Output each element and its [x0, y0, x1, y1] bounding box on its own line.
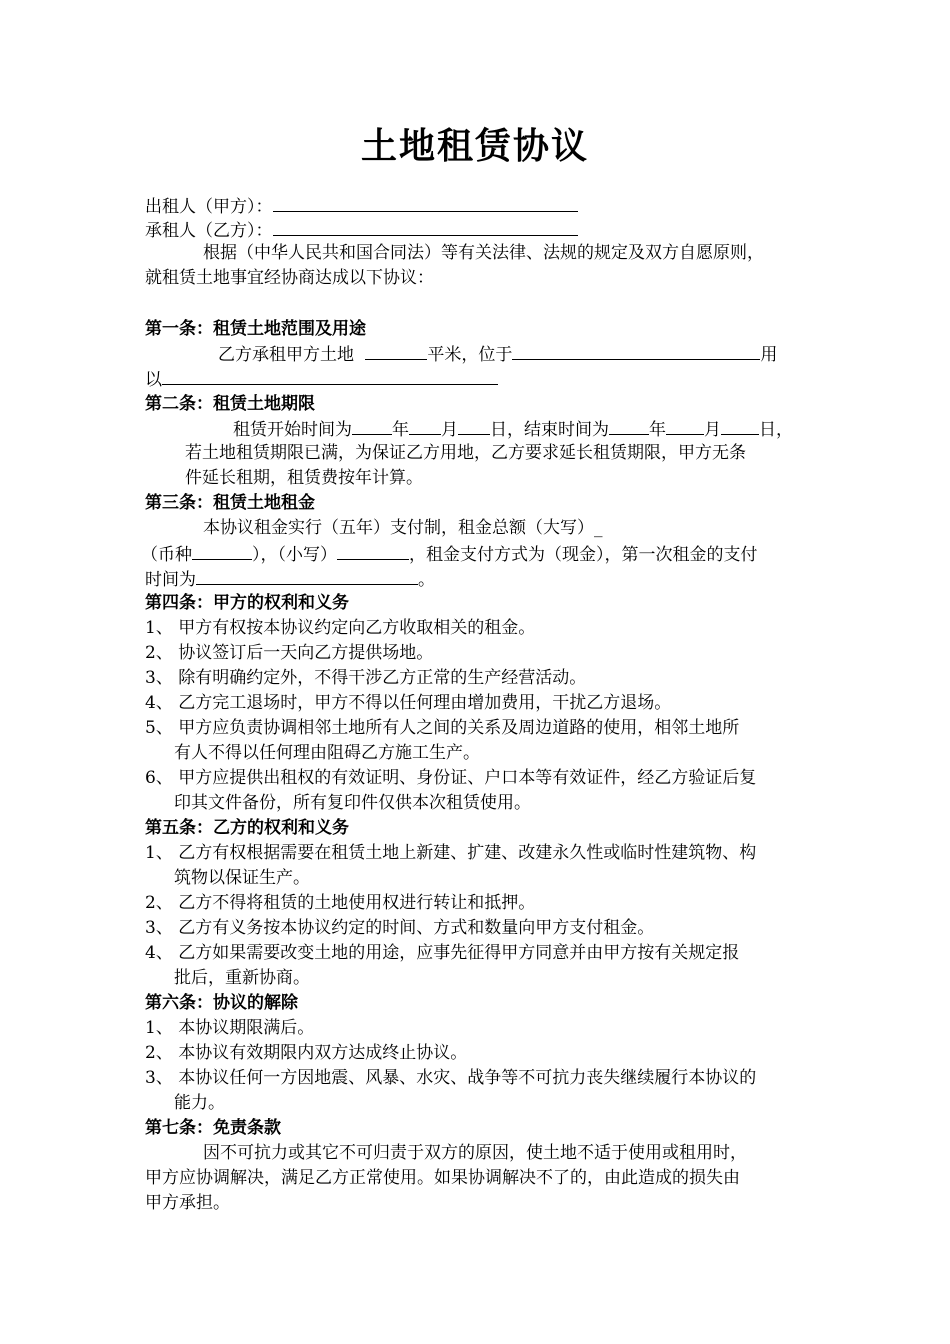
preamble-line-1: 根据（中华人民共和国合同法）等有关法律、法规的规定及双方自愿原则， [203, 243, 764, 263]
list-item: 1、 乙方有权根据需要在租赁土地上新建、扩建、改建永久性或临时性建筑物、构 [145, 843, 757, 863]
article-3-line-1: 本协议租金实行（五年）支付制，租金总额（大写）_ [203, 518, 603, 538]
article-1-text-d: 以 [145, 370, 162, 390]
start-year-blank[interactable] [352, 416, 392, 435]
day-label: 日， [759, 420, 793, 440]
lessee-blank[interactable] [273, 217, 578, 236]
article-7-line-1: 因不可抗力或其它不可归责于双方的原因，使土地不适于使用或租用时， [203, 1143, 747, 1163]
small-amount-label: ），（小写） [252, 545, 337, 565]
month-label: 月 [704, 420, 721, 440]
list-item-continued: 有人不得以任何理由阻碍乙方施工生产。 [174, 743, 480, 763]
article-7-heading: 第七条：免责条款 [145, 1118, 281, 1138]
end-month-blank[interactable] [666, 416, 704, 435]
list-item: 2、 协议签订后一天向乙方提供场地。 [145, 643, 434, 663]
list-item: 6、 甲方应提供出租权的有效证明、身份证、户口本等有效证件，经乙方验证后复 [145, 768, 757, 788]
year-label: 年 [392, 420, 409, 440]
list-item: 3、 本协议任何一方因地震、风暴、水灾、战争等不可抗力丧失继续履行本协议的 [145, 1068, 757, 1088]
list-item-continued: 批后，重新协商。 [174, 968, 310, 988]
list-item-continued: 筑物以保证生产。 [174, 868, 310, 888]
article-3-line-3 [145, 566, 435, 592]
start-day-blank[interactable] [458, 416, 490, 435]
period: 。 [418, 570, 435, 590]
list-item-continued: 能力。 [174, 1093, 225, 1113]
document-title: 土地租赁协议 [360, 126, 589, 167]
article-6-heading: 第六条：协议的解除 [145, 993, 298, 1013]
list-item: 3、 乙方有义务按本协议约定的时间、方式和数量向甲方支付租金。 [145, 918, 655, 938]
article-4-heading: 第四条：甲方的权利和义务 [145, 593, 349, 613]
list-item: 1、 甲方有权按本协议约定向乙方收取相关的租金。 [145, 618, 536, 638]
list-item: 2、 乙方不得将租赁的土地使用权进行转让和抵押。 [145, 893, 536, 913]
lessee-label: 承租人（乙方）： [145, 221, 273, 241]
lessor-blank[interactable] [273, 193, 578, 212]
article-1-line-1 [218, 341, 777, 367]
start-time-label: 租赁开始时间为 [233, 420, 352, 440]
article-2-heading: 第二条：租赁土地期限 [145, 394, 315, 414]
payment-time-blank[interactable] [196, 566, 418, 585]
location-blank[interactable] [512, 341, 760, 360]
article-1-heading: 第一条：租赁土地范围及用途 [145, 319, 366, 339]
list-item: 4、 乙方完工退场时，甲方不得以任何理由增加费用，干扰乙方退场。 [145, 693, 672, 713]
article-3-heading: 第三条：租赁土地租金 [145, 493, 315, 513]
list-item: 3、 除有明确约定外，不得干涉乙方正常的生产经营活动。 [145, 668, 587, 688]
list-item: 2、 本协议有效期限内双方达成终止协议。 [145, 1043, 468, 1063]
area-blank[interactable] [365, 341, 427, 360]
currency-blank[interactable] [192, 541, 252, 560]
list-item: 1、 本协议期限满后。 [145, 1018, 315, 1038]
article-1-text-b: 平米，位于 [427, 345, 513, 365]
currency-label: （币种 [141, 545, 192, 565]
year-label: 年 [649, 420, 666, 440]
lessee-line [145, 217, 578, 243]
small-amount-blank[interactable] [337, 541, 409, 560]
article-2-line-1 [233, 416, 793, 442]
end-day-blank[interactable] [721, 416, 759, 435]
list-item: 5、 甲方应负责协调相邻土地所有人之间的关系及周边道路的使用，相邻土地所 [145, 718, 740, 738]
article-3-line-2 [141, 541, 758, 567]
end-time-label: 日，结束时间为 [490, 420, 609, 440]
payment-method-text: ，租金支付方式为（现金），第一次租金的支付 [409, 545, 758, 565]
payment-time-label: 时间为 [145, 570, 196, 590]
article-7-line-2: 甲方应协调解决，满足乙方正常使用。如果协调解决不了的，由此造成的损失由 [145, 1168, 740, 1188]
article-2-line-3: 件延长租期，租赁费按年计算。 [185, 468, 423, 488]
list-item: 4、 乙方如果需要改变土地的用途，应事先征得甲方同意并由甲方按有关规定报 [145, 943, 740, 963]
article-2-line-2: 若土地租赁期限已满，为保证乙方用地，乙方要求延长租赁期限，甲方无条 [185, 443, 746, 463]
month-label: 月 [441, 420, 458, 440]
lessor-line [145, 193, 578, 219]
list-item-continued: 印其文件备份，所有复印件仅供本次租赁使用。 [174, 793, 531, 813]
preamble-line-2: 就租赁土地事宜经协商达成以下协议： [145, 268, 434, 288]
article-1-text-a: 乙方承租甲方土地 [218, 345, 354, 365]
lessor-label: 出租人（甲方）： [145, 197, 273, 217]
article-1-line-2 [145, 366, 498, 392]
article-1-text-c: 用 [760, 345, 778, 365]
end-year-blank[interactable] [609, 416, 649, 435]
start-month-blank[interactable] [409, 416, 441, 435]
purpose-blank[interactable] [162, 366, 498, 385]
article-5-heading: 第五条：乙方的权利和义务 [145, 818, 349, 838]
article-7-line-3: 甲方承担。 [145, 1193, 230, 1213]
